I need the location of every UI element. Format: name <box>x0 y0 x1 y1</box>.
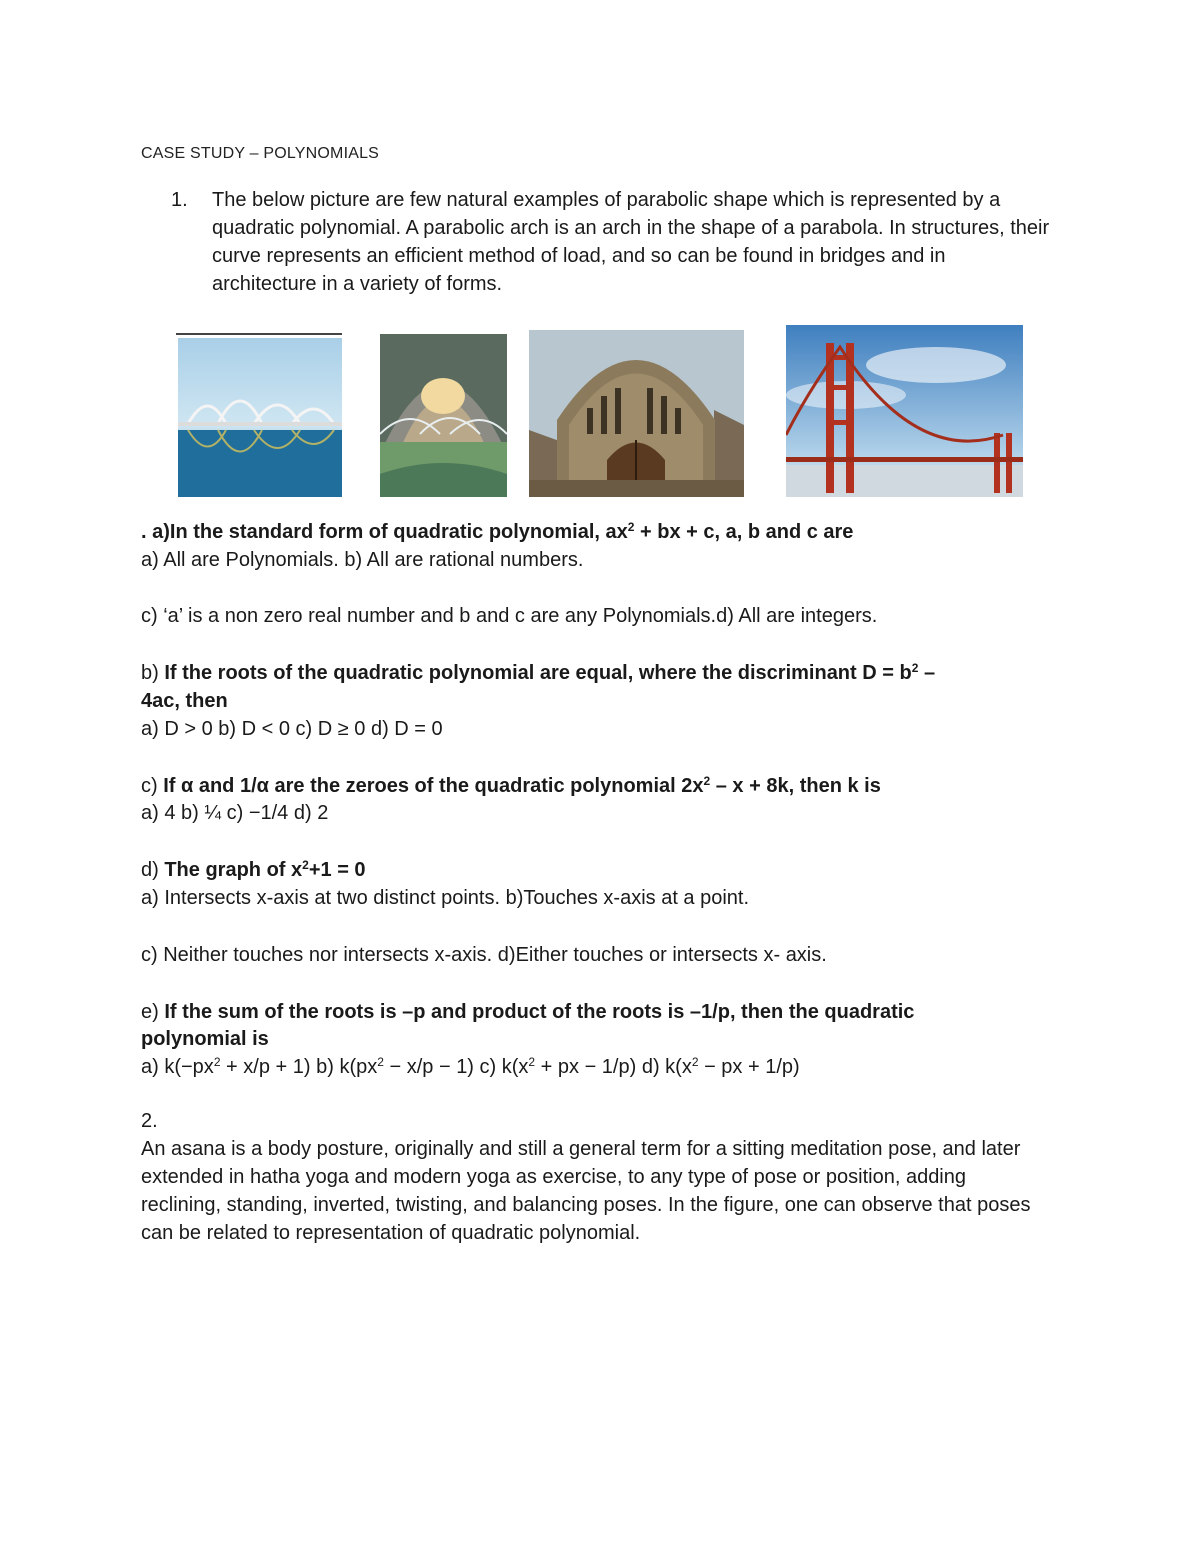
church-arch-photo <box>529 330 744 497</box>
question-b-options: a) D > 0 b) D < 0 c) D ≥ 0 d) D = 0 <box>141 718 443 740</box>
image-top-rule <box>176 333 342 335</box>
question-1 <box>171 186 1051 298</box>
question-a-options-2: c) ‘a’ is a non zero real number and b and c are any Polynomials.d) All are integers. <box>141 605 878 627</box>
document-title: CASE STUDY – POLYNOMIALS <box>141 145 380 162</box>
question-b-stem-line-2: 4ac, then <box>141 690 228 712</box>
question-d-stem: d) The graph of $x^2+1 = 0$ <box>141 858 366 881</box>
question-a-stem: . a)In the standard form of quadratic polynomial, $ax^2$ + bx + c, a, b and c are <box>141 520 854 543</box>
golden-gate-bridge-photo <box>786 325 1023 497</box>
question-d-options-2: c) Neither touches nor intersects x-axis. d)Either touches or intersects x- axis. <box>141 944 827 966</box>
arch-bridge-photo <box>178 338 342 497</box>
question-a-options-1: a) All are Polynomials. b) All are rational numbers. <box>141 549 584 571</box>
question-b-stem: b) If the roots of the quadratic polynomial are equal, where the discriminant $D = b^2$ – <box>141 661 936 684</box>
question-e-stem-line-2: polynomial is <box>141 1028 269 1050</box>
question-e-stem: e) If the sum of the roots is –p and product of the roots is –1/p, then the quadratic <box>141 1001 915 1023</box>
question-d-options-1: a) Intersects x-axis at two distinct points. b)Touches x-axis at a point. <box>141 887 750 909</box>
question-1-number: 1. <box>171 189 188 211</box>
question-2-text: An asana is a body posture, originally and still a general term for a sitting meditation pose, and later extended in hatha yoga and modern yoga as exercise, to any type of pose or position, adding reclining, standing, inverted, twisting, and balancing poses. In the figure, one can observe that poses can be related to representation of quadratic polynomial. <box>141 1138 1031 1244</box>
fountain-tunnel-photo <box>380 334 507 497</box>
question-c-options: a) 4 b) ¼ c) −1/4 d) 2 <box>141 802 329 824</box>
question-1-text: The below picture are few natural examples of parabolic shape which is represented by a quadratic polynomial. A parabolic arch is an arch in the shape of a parabola. In structures, their curve represents an efficient method of load, and so can be found in bridges and in architecture in a variety of forms. <box>212 189 1050 295</box>
question-e-options: a) $k(-px^2 + x/p + 1)$ b) $k(px^2 - x/p - 1)$ c) $k(x^2$ + px − 1/p) d) $k(x^2$ − px + 1/p) <box>141 1055 800 1078</box>
question-c-stem: c) If α and 1/α are the zeroes of the quadratic polynomial $2x^2 - x + 8k$, then k is <box>141 774 881 797</box>
question-2-number: 2. <box>141 1110 158 1132</box>
